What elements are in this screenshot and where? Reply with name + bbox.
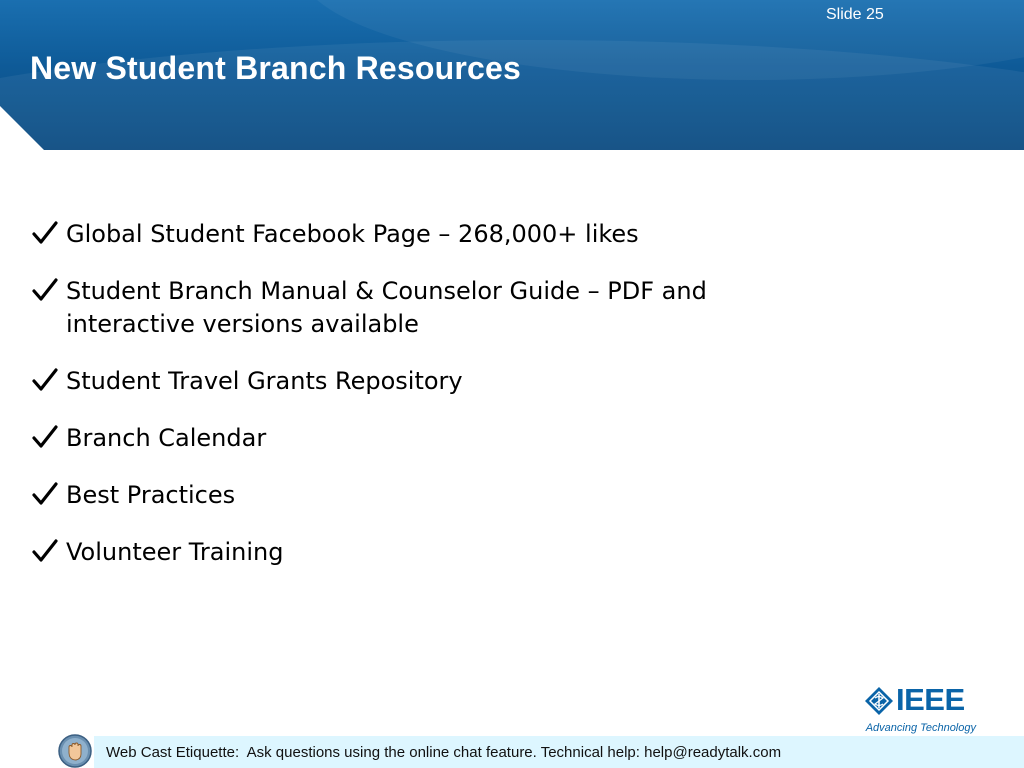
bullet-item xyxy=(32,218,872,251)
bullet-item xyxy=(32,365,872,398)
checkmark-icon xyxy=(32,278,66,304)
logo-wordmark: IEEE xyxy=(896,682,965,717)
bullet-text-line-2: interactive versions available xyxy=(66,310,419,338)
bullet-list xyxy=(32,218,872,593)
footer-bar xyxy=(94,736,1024,768)
checkmark-icon xyxy=(32,425,66,451)
bullet-text: Best Practices xyxy=(66,481,236,509)
bullet-text: Global Student Facebook Page – 268,000+ likes xyxy=(66,220,639,248)
checkmark-icon xyxy=(32,221,66,247)
footer-etiquette-text: Web Cast Etiquette: Ask questions using the online chat feature. Technical help: help@readytalk.com xyxy=(106,743,782,761)
checkmark-icon xyxy=(32,368,66,394)
bullet-text: Volunteer Training xyxy=(66,538,284,566)
checkmark-icon xyxy=(32,482,66,508)
bullet-text: Branch Calendar xyxy=(66,424,267,452)
bullet-text xyxy=(66,275,707,341)
bullet-item xyxy=(32,536,872,569)
raised-hand-icon xyxy=(58,734,92,768)
bullet-item xyxy=(32,275,872,341)
bullet-item xyxy=(32,479,872,512)
checkmark-icon xyxy=(32,539,66,565)
bullet-item xyxy=(32,422,872,455)
ieee-diamond-icon xyxy=(864,686,894,716)
bullet-text-line-1: Student Branch Manual & Counselor Guide – PDF and xyxy=(66,277,707,305)
bullet-text: Student Travel Grants Repository xyxy=(66,367,463,395)
logo-tagline-1: Advancing Technology xyxy=(865,722,976,734)
slide-title: New Student Branch Resources xyxy=(30,50,522,86)
slide-number: Slide 25 xyxy=(826,6,884,23)
